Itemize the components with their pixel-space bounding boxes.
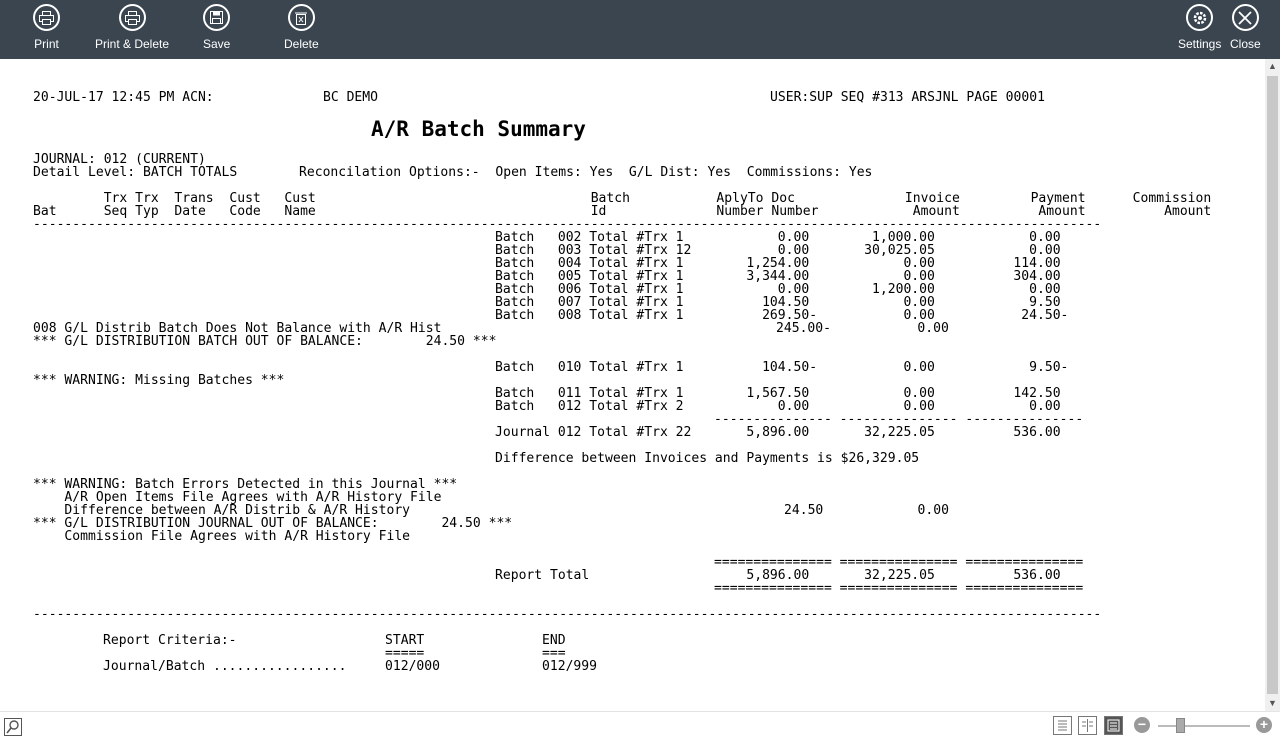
batch-row: Batch 007 Total #Trx 1 104.50 0.00 9.50: [495, 295, 1061, 310]
report-header-left: 20-JUL-17 12:45 PM ACN:: [33, 90, 214, 105]
subtotal-divider: --------------- --------------- ---------------: [714, 412, 1084, 427]
open-items-agree: A/R Open Items File Agrees with A/R History File: [33, 490, 442, 505]
zoom-slider-thumb[interactable]: [1176, 718, 1185, 733]
batch-row: Batch 005 Total #Trx 1 3,344.00 0.00 304.00: [495, 269, 1061, 284]
report-header-right: USER:SUP SEQ #313 ARSJNL PAGE 00001: [770, 90, 1045, 105]
scrollbar-thumb[interactable]: [1267, 76, 1278, 694]
status-bar: [0, 711, 1280, 741]
criteria-end-underline: ===: [542, 646, 566, 661]
missing-batches-warning: *** WARNING: Missing Batches ***: [33, 373, 285, 388]
save-button[interactable]: [203, 0, 230, 59]
print-button[interactable]: [33, 0, 60, 59]
delete-button[interactable]: [284, 0, 319, 59]
print-delete-button[interactable]: [95, 0, 169, 59]
detail-level: Detail Level: BATCH TOTALS: [33, 165, 238, 180]
criteria-start-underline: =====: [385, 646, 425, 661]
single-page-view-icon[interactable]: [1053, 716, 1072, 735]
two-page-view-icon[interactable]: [1078, 716, 1097, 735]
batch-row: Batch 008 Total #Trx 1 269.50- 0.00 24.50-: [495, 308, 1069, 323]
gl-journal-out-of-balance: *** G/L DISTRIBUTION JOURNAL OUT OF BALANCE: 24.50 ***: [33, 516, 513, 531]
criteria-end-value: 012/999: [542, 659, 597, 674]
batch-row: Batch 002 Total #Trx 1 0.00 1,000.00 0.00: [495, 230, 1061, 245]
zoom-slider-track[interactable]: [1158, 725, 1250, 727]
continuous-view-icon[interactable]: [1104, 716, 1123, 735]
settings-label: Settings: [1178, 37, 1222, 51]
company-name: BC DEMO: [323, 90, 378, 105]
print-label: Print: [34, 37, 59, 51]
scroll-up-icon[interactable]: ▲: [1268, 61, 1277, 71]
close-button[interactable]: [1230, 0, 1261, 59]
total-rule-bottom: =============== =============== ===============: [714, 581, 1084, 596]
magnifier-icon[interactable]: [4, 718, 22, 736]
zoom-out-icon[interactable]: −: [1134, 717, 1150, 733]
difference-line: Difference between Invoices and Payments is $26,329.05: [495, 451, 920, 466]
batch-row: Batch 011 Total #Trx 1 1,567.50 0.00 142.50: [495, 386, 1061, 401]
journal-total: Journal 012 Total #Trx 22 5,896.00 32,225.05 536.00: [495, 425, 1061, 440]
print-delete-label: Print & Delete: [95, 37, 170, 51]
floppy-disk-icon: [203, 4, 230, 31]
batch-row: Batch 006 Total #Trx 1 0.00 1,200.00 0.00: [495, 282, 1061, 297]
criteria-label: Report Criteria:-: [103, 633, 237, 648]
criteria-name: Journal/Batch .................: [103, 659, 347, 674]
criteria-start-value: 012/000: [385, 659, 440, 674]
commission-agree: Commission File Agrees with A/R History File: [33, 529, 411, 544]
gl-not-balance-amounts: 245.00- 0.00: [776, 321, 949, 336]
save-label: Save: [203, 37, 231, 51]
vertical-scrollbar[interactable]: [1265, 59, 1280, 711]
print-icon: [33, 4, 60, 31]
batch-row: Batch 010 Total #Trx 1 104.50- 0.00 9.50-: [495, 360, 1069, 375]
gear-icon: [1186, 4, 1213, 31]
criteria-end-label: END: [542, 633, 566, 648]
journal-line: JOURNAL: 012 (CURRENT): [33, 152, 206, 167]
toolbar: [0, 0, 1280, 59]
print-icon: [119, 4, 146, 31]
settings-button[interactable]: [1178, 0, 1221, 59]
batch-row: Batch 004 Total #Trx 1 1,254.00 0.00 114.00: [495, 256, 1061, 271]
difference-distrib-amounts: 24.50 0.00: [784, 503, 949, 518]
total-rule-top: =============== =============== ===============: [714, 555, 1084, 570]
column-header-row-2: Bat Seq Typ Date Code Name Id Number Number Amount Amount Amount: [33, 204, 1212, 219]
trash-icon: [288, 4, 315, 31]
batch-row: Batch 012 Total #Trx 2 0.00 0.00 0.00: [495, 399, 1061, 414]
close-label: Close: [1230, 37, 1261, 51]
report-total: Report Total 5,896.00 32,225.05 536.00: [495, 568, 1061, 583]
close-icon: [1232, 4, 1259, 31]
difference-distrib: Difference between A/R Distrib & A/R History: [33, 503, 411, 518]
batch-row: Batch 003 Total #Trx 12 0.00 30,025.05 0.00: [495, 243, 1061, 258]
reconciliation-options: Reconcilation Options:- Open Items: Yes G/L Dist: Yes Commissions: Yes: [299, 165, 873, 180]
zoom-in-icon[interactable]: +: [1256, 717, 1272, 733]
report-title: A/R Batch Summary: [371, 117, 586, 141]
gl-batch-out-of-balance: *** G/L DISTRIBUTION BATCH OUT OF BALANCE: 24.50 ***: [33, 334, 497, 349]
batch-errors-warning: *** WARNING: Batch Errors Detected in this Journal ***: [33, 477, 458, 492]
scroll-down-icon[interactable]: ▼: [1268, 698, 1277, 708]
column-header-row-1: Trx Trx Trans Cust Cust Batch AplyTo Doc Invoice Payment Commission: [33, 191, 1212, 206]
delete-label: Delete: [284, 37, 319, 51]
report-page: [0, 59, 1265, 711]
footer-divider: ----------------------------------------------------------------------------------------------------------------------------------------: [33, 607, 1102, 622]
header-divider: ----------------------------------------------------------------------------------------------------------------------------------------: [33, 217, 1102, 232]
gl-not-balance-message: 008 G/L Distrib Batch Does Not Balance with A/R Hist: [33, 321, 442, 336]
criteria-start-label: START: [385, 633, 425, 648]
